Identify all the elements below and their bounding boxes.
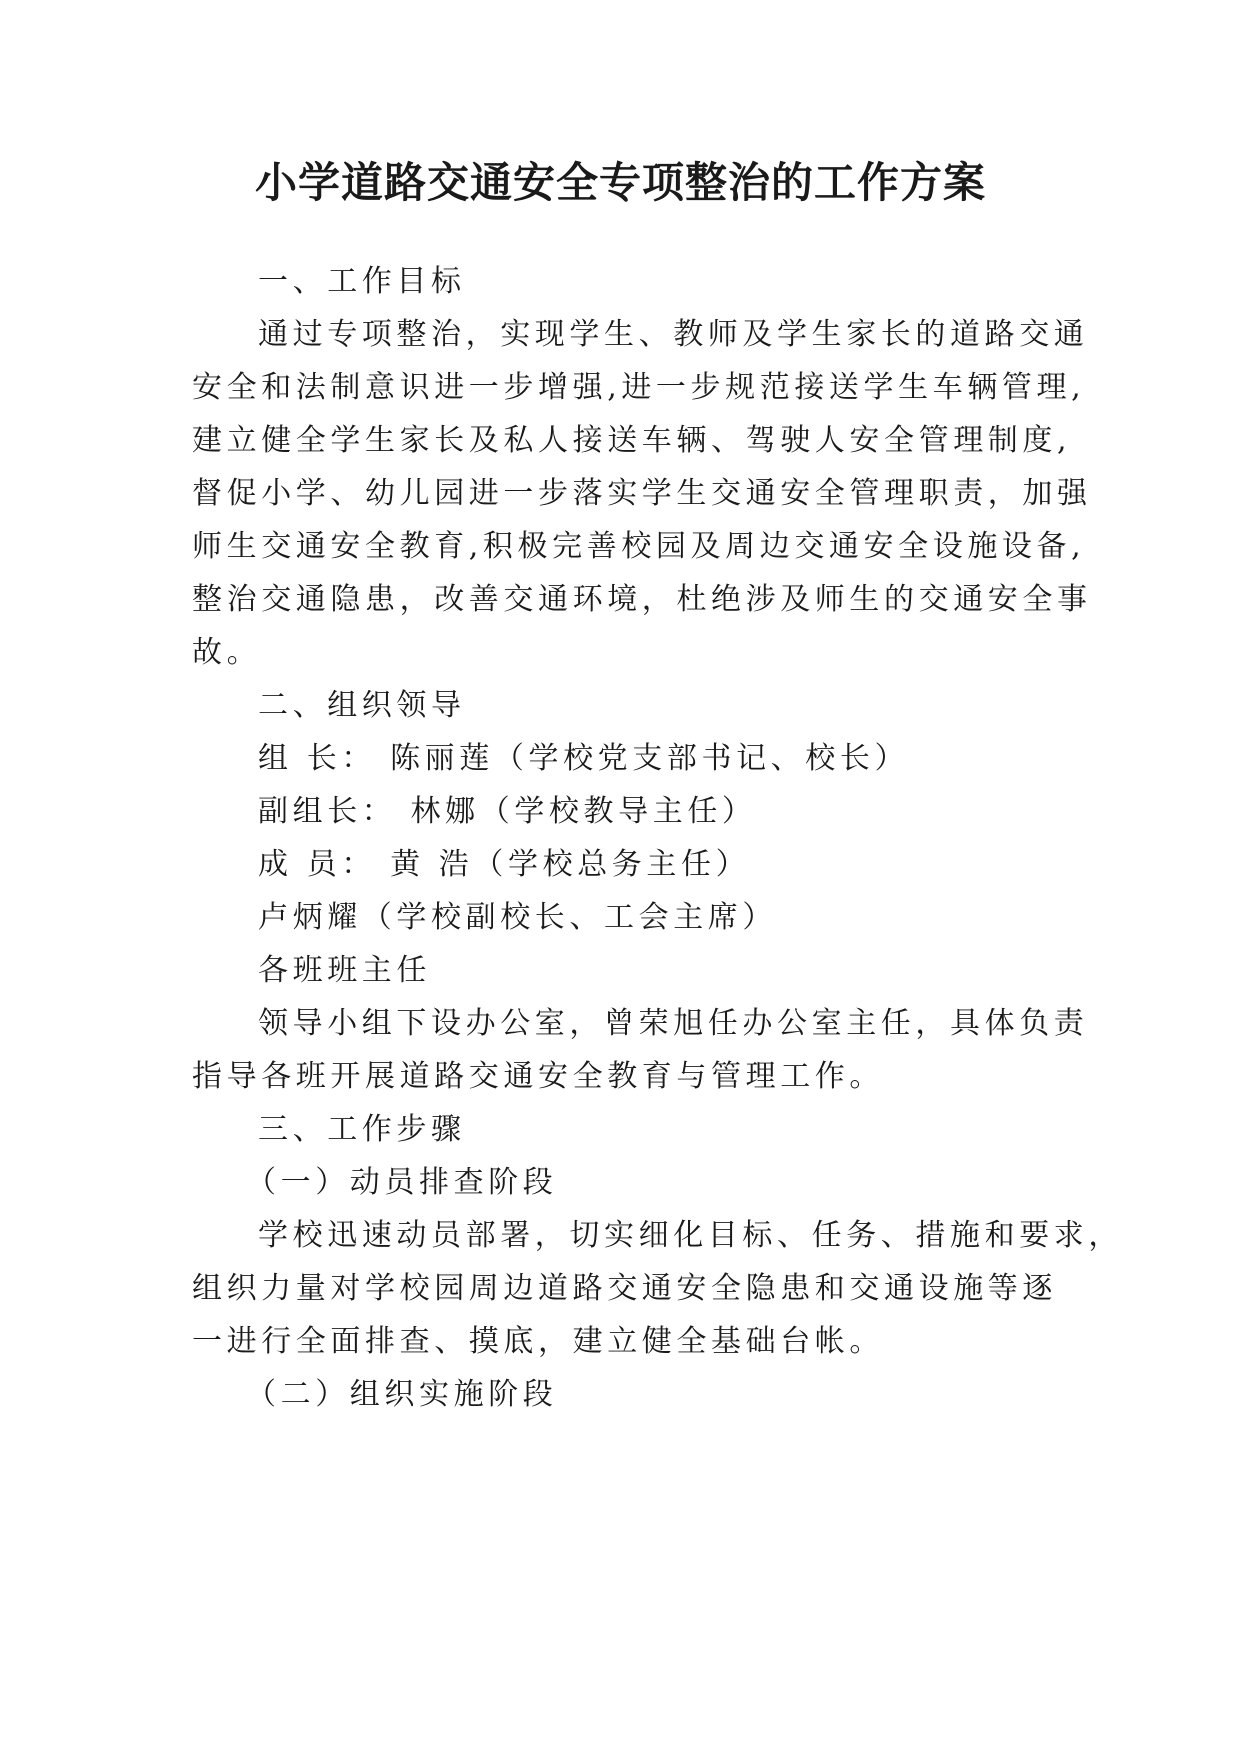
paragraph-line: 组织力量对学校园周边道路交通安全隐患和交通设施等逐: [192, 1271, 1057, 1306]
section-heading-organization: 二、组织领导: [258, 688, 466, 723]
leader-line: 组 长： 陈丽莲（学校党支部书记、校长）: [258, 741, 910, 776]
paragraph-line: 整治交通隐患，改善交通环境，杜绝涉及师生的交通安全事: [192, 582, 1092, 617]
paragraph-line: 指导各班开展道路交通安全教育与管理工作。: [192, 1059, 884, 1094]
paragraph-line: 领导小组下设办公室，曾荣旭任办公室主任，具体负责: [258, 1006, 1089, 1041]
paragraph-line: 通过专项整治，实现学生、教师及学生家长的道路交通: [258, 317, 1089, 352]
paragraph-line: 一进行全面排查、摸底，建立健全基础台帐。: [192, 1324, 884, 1359]
paragraph-line: 督促小学、幼儿园进一步落实学生交通安全管理职责，加强: [192, 476, 1092, 511]
section-heading-steps: 三、工作步骤: [258, 1112, 466, 1147]
subsection-heading: （一）动员排查阶段: [246, 1165, 558, 1200]
deputy-leader-line: 副组长： 林娜（学校教导主任）: [258, 794, 757, 829]
paragraph-line: 建立健全学生家长及私人接送车辆、驾驶人安全管理制度,: [192, 423, 1072, 458]
document-title: 小学道路交通安全专项整治的工作方案: [254, 158, 986, 207]
section-heading-goals: 一、工作目标: [258, 264, 466, 299]
paragraph-line: 师生交通安全教育,积极完善校园及周边交通安全设施设备,: [192, 529, 1086, 564]
member-line: 成 员： 黄 浩（学校总务主任）: [258, 847, 751, 882]
member-line: 各班班主任: [258, 953, 431, 988]
member-line: 卢炳耀（学校副校长、工会主席）: [258, 900, 777, 935]
paragraph-line: 故。: [192, 635, 262, 670]
subsection-heading: （二）组织实施阶段: [246, 1377, 558, 1412]
paragraph-line: 学校迅速动员部署，切实细化目标、任务、措施和要求，: [258, 1218, 1123, 1253]
paragraph-line: 安全和法制意识进一步增强,进一步规范接送学生车辆管理,: [192, 370, 1086, 405]
